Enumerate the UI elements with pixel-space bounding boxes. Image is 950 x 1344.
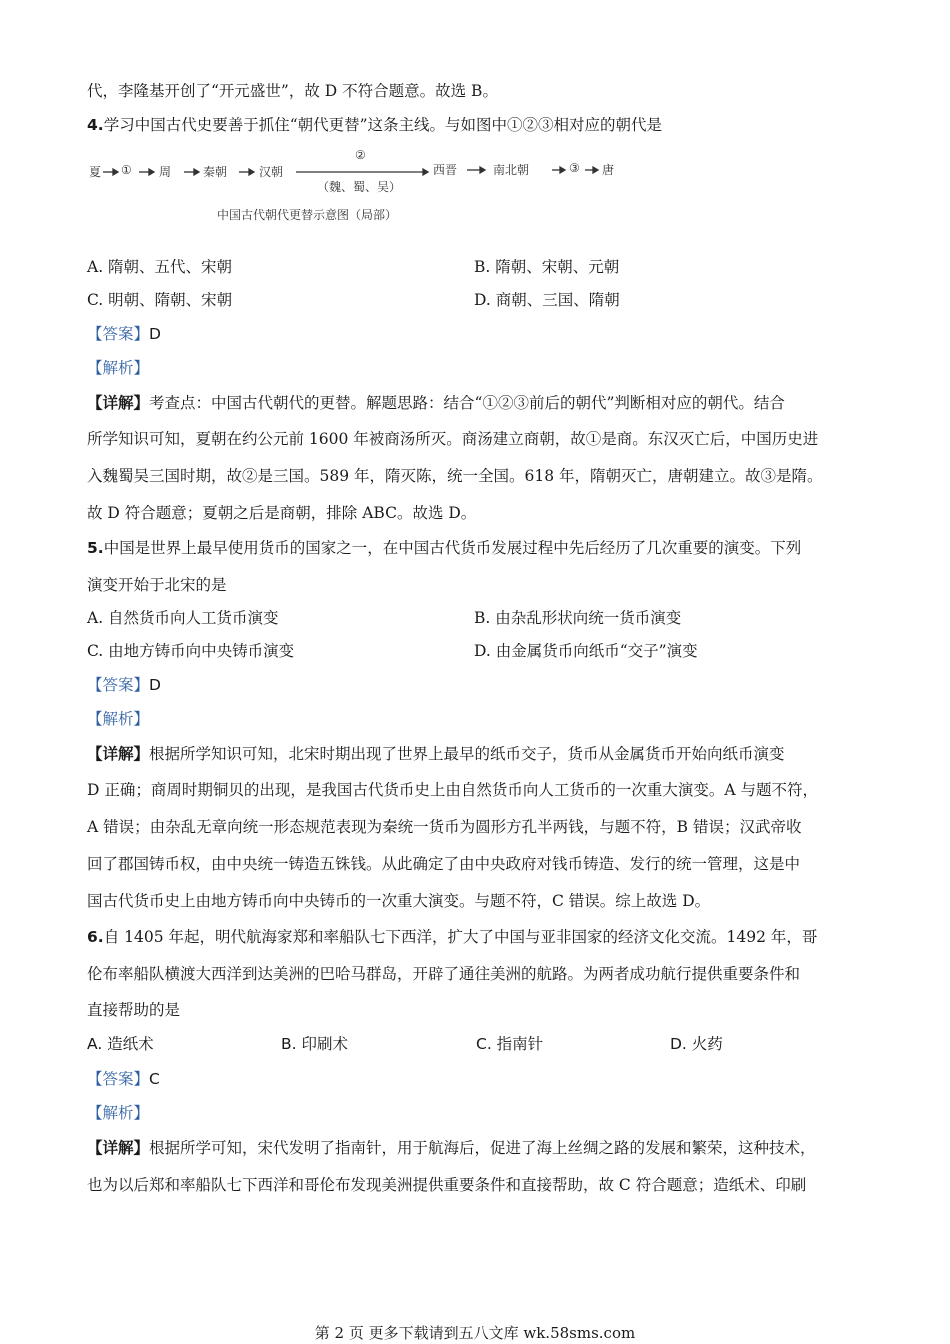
question-text: 伦布率船队横渡大西洋到达美洲的巴哈马群岛，开辟了通往美洲的航路。为两者成功航行提供重要条件和: [87, 965, 801, 983]
answer-line: [87, 1068, 160, 1090]
option-d: D. 商朝、三国、隋朝: [474, 291, 620, 309]
circle-2: ②: [355, 148, 366, 162]
dynasty-xijin: 西晋: [433, 163, 458, 177]
option-c: C. 指南针: [476, 1035, 544, 1053]
dynasty-qin: 秦朝: [203, 165, 228, 179]
question-number: 6.: [87, 928, 104, 946]
circle-1: ①: [121, 163, 132, 177]
detail-text: 根据所学可知，宋代发明了指南针，用于航海后，促进了海上丝绸之路的发展和繁荣，这种技术，: [149, 1139, 816, 1157]
detail-line: [87, 392, 785, 414]
question-6-stem: [87, 926, 817, 948]
answer-value: D: [149, 676, 161, 694]
detail-line: [87, 743, 785, 765]
analysis-label: 【解析】: [87, 359, 150, 377]
detail-line: 所学知识可知，夏朝在约公元前 1600 年被商汤所灭。商汤建立商朝，故①是商。东汉灭亡后，中国历史进: [87, 430, 819, 448]
detail-line: 入魏蜀吴三国时期，故②是三国。589 年，隋灭陈，统一全国。618 年，隋朝灭亡，唐朝建立。故③是隋。: [87, 467, 823, 485]
detail-line: 也为以后郑和率船队七下西洋和哥伦布发现美洲提供重要条件和直接帮助，故 C 符合题意；造纸术、印刷: [87, 1176, 807, 1194]
dynasty-zhou: 周: [159, 165, 172, 179]
question-text: 中国是世界上最早使用货币的国家之一，在中国古代货币发展过程中先后经历了几次重要的演变。下列: [103, 539, 802, 557]
detail-text: 根据所学知识可知，北宋时期出现了世界上最早的纸币交子，货币从金属货币开始向纸币演变: [149, 745, 785, 763]
dynasty-xia: 夏: [89, 165, 102, 179]
page-footer: [0, 1322, 950, 1343]
diagram-caption: 中国古代朝代更替示意图（局部）: [217, 208, 398, 222]
detail-label: 【详解】: [87, 393, 150, 412]
dynasty-diagram: [87, 148, 667, 228]
question-text: 学习中国古代史要善于抓住“朝代更替”这条主线。与如图中①②③相对应的朝代是: [103, 116, 663, 134]
option-b: B. 隋朝、宋朝、元朝: [474, 258, 620, 276]
question-text: 自 1405 年起，明代航海家郑和率船队七下西洋，扩大了中国与亚非国家的经济文化交流。1492 年，哥: [103, 928, 818, 946]
answer-value: C: [149, 1070, 160, 1088]
footer-text: 第 2 页 更多下载请到五八文库 wk.58sms.com: [314, 1324, 636, 1342]
detail-line: D 正确；商周时期铜贝的出现，是我国古代货币史上由自然货币向人工货币的一次重大演变。A 与题不符，: [87, 781, 818, 799]
question-text: 演变开始于北宋的是: [87, 576, 227, 594]
detail-line: 回了郡国铸币权，由中央统一铸造五铢钱。从此确定了由中央政府对钱币铸造、发行的统一管理，这是中: [87, 855, 801, 873]
circle-3: ③: [569, 161, 580, 175]
answer-value: D: [149, 325, 161, 343]
option-c: C. 明朝、隋朝、宋朝: [87, 291, 233, 309]
option-a: A. 造纸术: [87, 1035, 154, 1053]
answer-label: 【答案】: [87, 1070, 150, 1088]
question-text: 直接帮助的是: [87, 1001, 181, 1019]
three-kingdoms-label: （魏、蜀、吴）: [317, 180, 402, 194]
answer-line: [87, 323, 161, 345]
option-a: A. 隋朝、五代、宋朝: [87, 258, 233, 276]
option-d: D. 火药: [670, 1035, 723, 1053]
dynasty-tang: 唐: [602, 163, 615, 177]
option-b: B. 由杂乱形状向统一货币演变: [474, 609, 682, 627]
detail-line: [87, 1137, 816, 1159]
detail-line: 国古代货币史上由地方铸币向中央铸币的一次重大演变。与题不符，C 错误。综上故选 D。: [87, 892, 711, 910]
detail-line: A 错误；由杂乱无章向统一形态规范表现为秦统一货币为圆形方孔半两钱，与题不符，B 错误；汉武帝收: [87, 818, 802, 836]
question-number: 4.: [87, 116, 104, 134]
text-line: 代，李隆基开创了“开元盛世”，故 D 不符合题意。故选 B。: [87, 82, 498, 100]
question-4-stem: [87, 114, 662, 136]
question-number: 5.: [87, 539, 104, 557]
detail-label: 【详解】: [87, 1138, 150, 1157]
analysis-label: 【解析】: [87, 1104, 150, 1122]
answer-line: [87, 674, 161, 696]
analysis-label: 【解析】: [87, 710, 150, 728]
dynasty-han: 汉朝: [259, 165, 284, 179]
dynasty-nanbeichao: 南北朝: [493, 163, 530, 177]
answer-label: 【答案】: [87, 325, 150, 343]
answer-label: 【答案】: [87, 676, 150, 694]
question-5-stem: [87, 537, 801, 559]
detail-line: 故 D 符合题意；夏朝之后是商朝，排除 ABC。故选 D。: [87, 504, 477, 522]
option-a: A. 自然货币向人工货币演变: [87, 609, 279, 627]
option-d: D. 由金属货币向纸币“交子”演变: [474, 642, 698, 660]
option-c: C. 由地方铸币向中央铸币演变: [87, 642, 295, 660]
detail-label: 【详解】: [87, 744, 150, 763]
detail-text: 考查点：中国古代朝代的更替。解题思路：结合“①②③前后的朝代”判断相对应的朝代。结合: [149, 394, 785, 412]
option-b: B. 印刷术: [281, 1035, 348, 1053]
